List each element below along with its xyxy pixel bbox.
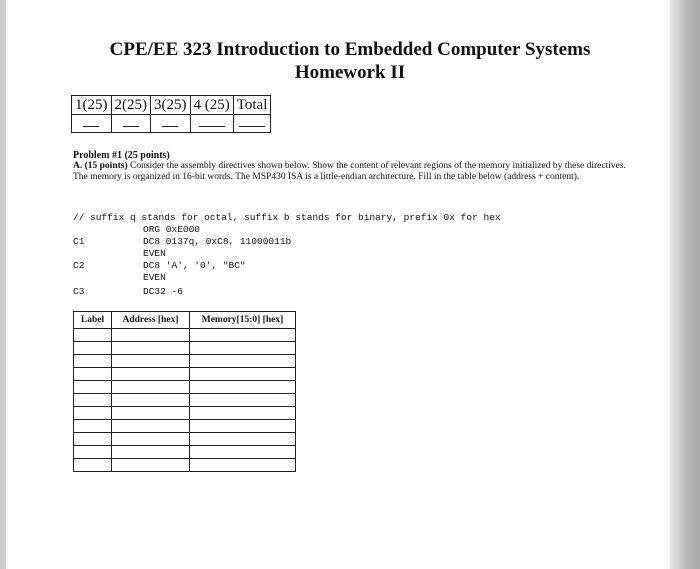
- memory-table-cell: [74, 407, 112, 420]
- memory-table-row: [74, 459, 296, 472]
- score-col-4: 4 (25): [190, 96, 233, 115]
- part-text: Consider the assembly directives shown below. Show the content of relevant regions of the memory initialized by these directives. The memory is organized in 16-bit words. The MSP430 ISA is a little-endian architecture. Fill in the table below (address + content).: [73, 161, 626, 182]
- memory-table-cell: [74, 446, 112, 459]
- code-instr: DC32 -6: [143, 286, 183, 297]
- memory-table-cell: [190, 381, 296, 394]
- score-blank-cell: [72, 115, 112, 133]
- score-blank-row: [72, 115, 271, 133]
- memory-table-cell: [74, 420, 112, 433]
- score-table: [71, 95, 271, 133]
- memory-table-row: [74, 342, 296, 355]
- code-comment: // suffix q stands for octal, suffix b stands for binary, prefix 0x for hex: [73, 212, 501, 223]
- part-label: A. (15 points): [73, 161, 128, 171]
- score-col-2: 2(25): [111, 96, 151, 115]
- memory-table-row: [74, 329, 296, 342]
- memory-table: [73, 311, 296, 472]
- memory-table-row: [74, 433, 296, 446]
- memory-table-row: [74, 394, 296, 407]
- score-blank-cell: [190, 115, 233, 133]
- col-address: Address [hex]: [112, 312, 190, 329]
- memory-table-cell: [112, 342, 190, 355]
- memory-table-cell: [190, 394, 296, 407]
- memory-table-row: [74, 368, 296, 381]
- code-instr: ORG 0xE000: [143, 224, 201, 235]
- document-page: [6, 0, 670, 569]
- memory-table-row: [74, 355, 296, 368]
- problem-description: [73, 161, 633, 183]
- score-col-1: 1(25): [72, 96, 112, 115]
- memory-table-cell: [190, 355, 296, 368]
- memory-table-cell: [190, 433, 296, 446]
- memory-table-cell: [74, 381, 112, 394]
- col-label: Label: [74, 312, 112, 329]
- memory-table-cell: [190, 446, 296, 459]
- score-blank-cell: [151, 115, 191, 133]
- memory-table-row: [74, 420, 296, 433]
- memory-table-cell: [112, 446, 190, 459]
- page-edge-shadow: [670, 0, 700, 569]
- col-memory: Memory[15:0] [hex]: [190, 312, 296, 329]
- memory-table-cell: [190, 459, 296, 472]
- memory-table-cell: [112, 420, 190, 433]
- memory-table-cell: [74, 355, 112, 368]
- memory-table-cell: [74, 342, 112, 355]
- score-col-3: 3(25): [151, 96, 191, 115]
- memory-table-cell: [74, 433, 112, 446]
- memory-table-cell: [112, 355, 190, 368]
- code-label: C1: [73, 236, 85, 247]
- score-blank-cell: [111, 115, 151, 133]
- code-label: C2: [73, 260, 85, 271]
- memory-table-cell: [190, 407, 296, 420]
- memory-table-cell: [112, 459, 190, 472]
- memory-table-header: [74, 312, 296, 329]
- memory-table-cell: [74, 459, 112, 472]
- score-col-total: Total: [233, 96, 271, 115]
- memory-table-row: [74, 381, 296, 394]
- memory-table-cell: [112, 407, 190, 420]
- memory-table-row: [74, 407, 296, 420]
- code-instr: DC8 'A', '0', "BC": [143, 260, 246, 271]
- memory-table-row: [74, 446, 296, 459]
- score-blank-cell: [233, 115, 271, 133]
- memory-table-cell: [74, 394, 112, 407]
- code-instr: DC8 0137q, 0xC8, 11000011b: [143, 236, 292, 247]
- memory-table-cell: [190, 368, 296, 381]
- document-subtitle: Homework II: [294, 62, 406, 83]
- document-title: CPE/EE 323 Introduction to Embedded Computer Systems: [109, 39, 591, 60]
- memory-table-cell: [112, 394, 190, 407]
- memory-table-cell: [112, 329, 190, 342]
- memory-table-cell: [190, 420, 296, 433]
- code-instr: EVEN: [143, 248, 166, 259]
- score-header-row: [72, 96, 271, 115]
- memory-table-cell: [112, 381, 190, 394]
- code-instr: EVEN: [143, 272, 166, 283]
- memory-table-cell: [190, 329, 296, 342]
- code-label: C3: [73, 286, 85, 297]
- memory-table-cell: [74, 329, 112, 342]
- problem-heading: Problem #1 (25 points): [73, 150, 170, 161]
- memory-table-cell: [112, 433, 190, 446]
- memory-table-cell: [190, 342, 296, 355]
- memory-table-cell: [74, 368, 112, 381]
- memory-table-cell: [112, 368, 190, 381]
